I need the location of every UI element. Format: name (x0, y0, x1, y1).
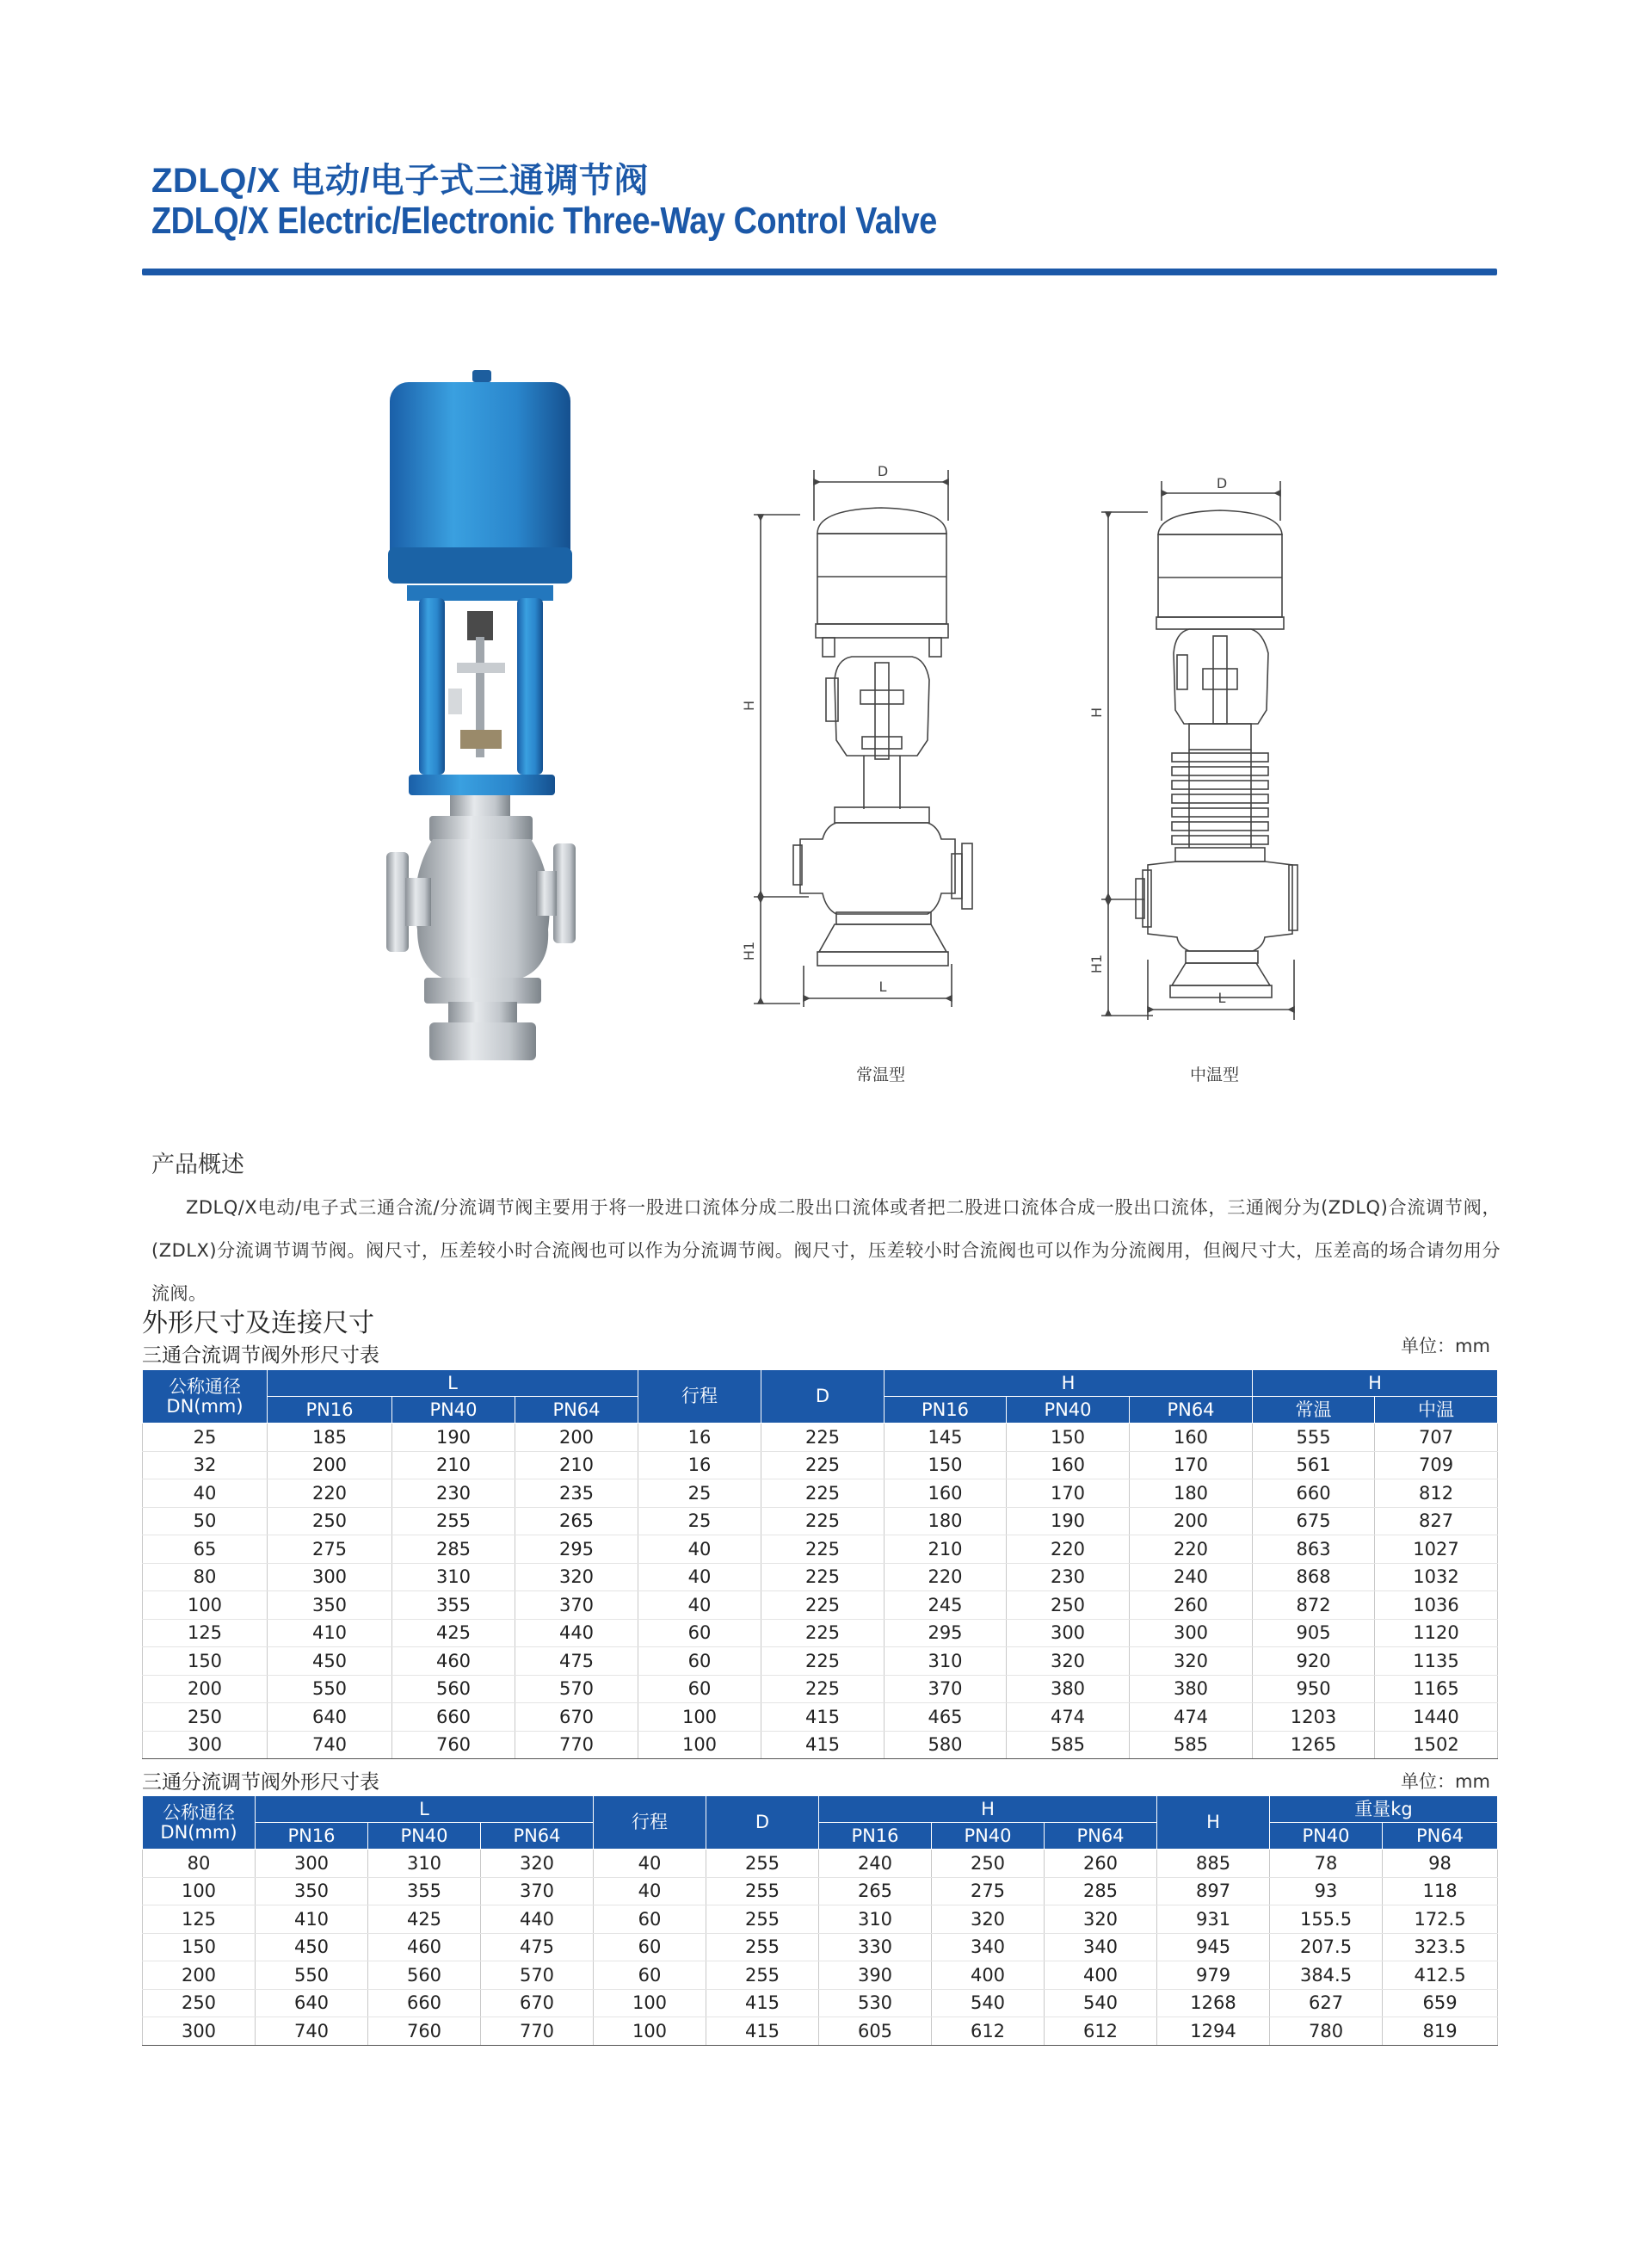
table-cell: 220 (268, 1479, 392, 1508)
table-cell: 812 (1375, 1479, 1498, 1508)
table-cell: 255 (706, 1905, 819, 1934)
table-cell: 425 (368, 1905, 481, 1934)
table-cell: 1203 (1253, 1703, 1375, 1732)
normal-temp-drawing (740, 456, 998, 1041)
table-cell: 675 (1253, 1507, 1375, 1535)
table2-caption: 三通分流调节阀外形尺寸表 (142, 1771, 379, 1794)
table-cell: 770 (481, 2017, 594, 2046)
dim-d-label: D (877, 463, 889, 479)
table-cell: 275 (932, 1877, 1045, 1905)
table-cell: 250 (268, 1507, 392, 1535)
table-cell: 872 (1253, 1591, 1375, 1620)
table-cell: 885 (1157, 1850, 1270, 1878)
dim-d-label-2: D (1216, 475, 1228, 491)
table-cell: 670 (481, 1989, 594, 2017)
table-cell: 760 (392, 1731, 515, 1759)
table-cell: 1268 (1157, 1989, 1270, 2017)
col2-h: H (819, 1796, 1157, 1823)
table-cell: 340 (1045, 1933, 1157, 1961)
table-cell: 585 (1007, 1731, 1130, 1759)
overview-heading: 产品概述 (151, 1152, 244, 1178)
table-cell: 660 (368, 1989, 481, 2017)
table-cell: 707 (1375, 1424, 1498, 1452)
table-cell: 170 (1007, 1479, 1130, 1508)
table-cell: 240 (1130, 1563, 1253, 1591)
table-cell: 25 (143, 1424, 268, 1452)
table-cell: 225 (761, 1591, 885, 1620)
table-cell: 225 (761, 1479, 885, 1508)
title-chinese: ZDLQ/X 电动/电子式三通调节阀 (151, 162, 649, 200)
table-cell: 320 (1045, 1905, 1157, 1934)
table-cell: 465 (885, 1703, 1007, 1732)
table-cell: 474 (1130, 1703, 1253, 1732)
table-cell: 425 (392, 1619, 515, 1647)
table-cell: 920 (1253, 1647, 1375, 1676)
table-cell: 250 (1007, 1591, 1130, 1620)
table-cell: 255 (706, 1850, 819, 1878)
table-cell: 863 (1253, 1535, 1375, 1564)
table-cell: 1165 (1375, 1675, 1498, 1703)
table-cell: 1440 (1375, 1703, 1498, 1732)
table-cell: 570 (481, 1961, 594, 1990)
table-cell: 475 (515, 1647, 638, 1676)
table-cell: 460 (392, 1647, 515, 1676)
table-cell: 580 (885, 1731, 1007, 1759)
table-cell: 225 (761, 1619, 885, 1647)
table-cell: 100 (638, 1703, 761, 1732)
title-underline (142, 269, 1497, 275)
table-cell: 93 (1270, 1877, 1383, 1905)
table-cell: 670 (515, 1703, 638, 1732)
table-cell: 200 (143, 1675, 268, 1703)
table-cell: 320 (1130, 1647, 1253, 1676)
table-cell: 660 (1253, 1479, 1375, 1508)
col-h-pn64: PN64 (1130, 1397, 1253, 1424)
table-cell: 310 (368, 1850, 481, 1878)
table-cell: 160 (885, 1479, 1007, 1508)
table-cell: 384.5 (1270, 1961, 1383, 1990)
table-cell: 415 (706, 2017, 819, 2046)
col2-weight-pn40: PN40 (1270, 1823, 1383, 1850)
table-row (143, 1933, 1498, 1961)
col-l-pn40: PN40 (392, 1397, 515, 1424)
table-cell: 210 (515, 1451, 638, 1479)
table-cell: 400 (932, 1961, 1045, 1990)
dim-l-label: L (878, 979, 887, 995)
table-cell: 819 (1383, 2017, 1498, 2046)
table-cell: 585 (1130, 1731, 1253, 1759)
table-cell: 255 (706, 1933, 819, 1961)
table-cell: 310 (885, 1647, 1007, 1676)
table-cell: 230 (1007, 1563, 1130, 1591)
table-cell: 220 (1007, 1535, 1130, 1564)
table-row (143, 1905, 1498, 1934)
table-cell: 210 (392, 1451, 515, 1479)
table-row (143, 1451, 1498, 1479)
table-cell: 250 (143, 1989, 256, 2017)
table-cell: 1032 (1375, 1563, 1498, 1591)
col2-weight: 重量kg (1270, 1796, 1498, 1823)
col-l-pn64: PN64 (515, 1397, 638, 1424)
table-cell: 40 (143, 1479, 268, 1508)
table-cell: 415 (761, 1731, 885, 1759)
table-cell: 310 (819, 1905, 932, 1934)
table2-unit: 单位：mm (1401, 1771, 1490, 1792)
caption-medium-temp: 中温型 (1190, 1065, 1240, 1084)
table-cell: 255 (392, 1507, 515, 1535)
table-cell: 225 (761, 1507, 885, 1535)
table-cell: 265 (819, 1877, 932, 1905)
table-cell: 220 (885, 1563, 1007, 1591)
table1-caption: 三通合流调节阀外形尺寸表 (142, 1344, 379, 1367)
table-cell: 412.5 (1383, 1961, 1498, 1990)
table-cell: 450 (256, 1933, 368, 1961)
table-cell: 190 (392, 1424, 515, 1452)
table-cell: 50 (143, 1507, 268, 1535)
table-cell: 65 (143, 1535, 268, 1564)
table-cell: 300 (1007, 1619, 1130, 1647)
table-cell: 225 (761, 1535, 885, 1564)
table-cell: 540 (1045, 1989, 1157, 2017)
table-row (143, 1989, 1498, 2017)
table-cell: 250 (143, 1703, 268, 1732)
table-cell: 285 (1045, 1877, 1157, 1905)
col2-l-pn64: PN64 (481, 1823, 594, 1850)
table-cell: 125 (143, 1905, 256, 1934)
table-row (143, 1850, 1498, 1878)
table-cell: 380 (1007, 1675, 1130, 1703)
table-cell: 60 (638, 1619, 761, 1647)
col-dn: 公称通径 DN(mm) (143, 1370, 268, 1424)
table-cell: 100 (143, 1877, 256, 1905)
table-cell: 300 (1130, 1619, 1253, 1647)
table-cell: 60 (594, 1933, 706, 1961)
table-cell: 400 (1045, 1961, 1157, 1990)
col2-l-pn16: PN16 (256, 1823, 368, 1850)
table-cell: 627 (1270, 1989, 1383, 2017)
table-row (143, 1703, 1498, 1732)
table-cell: 415 (761, 1703, 885, 1732)
table-cell: 410 (256, 1905, 368, 1934)
table-cell: 370 (885, 1675, 1007, 1703)
table-cell: 709 (1375, 1451, 1498, 1479)
table-cell: 770 (515, 1731, 638, 1759)
col-l: L (268, 1370, 638, 1397)
table-cell: 25 (638, 1507, 761, 1535)
table-cell: 295 (885, 1619, 1007, 1647)
table-cell: 200 (1130, 1507, 1253, 1535)
table-cell: 220 (1130, 1535, 1253, 1564)
col2-stroke: 行程 (594, 1796, 706, 1850)
table-cell: 380 (1130, 1675, 1253, 1703)
table-cell: 260 (1045, 1850, 1157, 1878)
table-cell: 60 (638, 1675, 761, 1703)
table-cell: 897 (1157, 1877, 1270, 1905)
table-cell: 16 (638, 1424, 761, 1452)
col2-d: D (706, 1796, 819, 1850)
table-cell: 460 (368, 1933, 481, 1961)
table-cell: 40 (638, 1563, 761, 1591)
valve-photo (383, 344, 589, 1067)
table-cell: 555 (1253, 1424, 1375, 1452)
title-english: ZDLQ/X Electric/Electronic Three-Way Control Valve (151, 200, 937, 242)
table-cell: 868 (1253, 1563, 1375, 1591)
table-cell: 1135 (1375, 1647, 1498, 1676)
table-row (143, 1877, 1498, 1905)
caption-normal-temp: 常温型 (856, 1065, 906, 1084)
merge-valve-dimension-table (142, 1369, 1498, 1759)
table-cell: 390 (819, 1961, 932, 1990)
table-cell: 945 (1157, 1933, 1270, 1961)
table-cell: 150 (885, 1451, 1007, 1479)
table-cell: 1120 (1375, 1619, 1498, 1647)
table-cell: 200 (515, 1424, 638, 1452)
table-cell: 230 (392, 1479, 515, 1508)
table-cell: 320 (1007, 1647, 1130, 1676)
table-cell: 1265 (1253, 1731, 1375, 1759)
table-row (143, 1961, 1498, 1990)
table-cell: 931 (1157, 1905, 1270, 1934)
table-row (143, 1647, 1498, 1676)
table-cell: 979 (1157, 1961, 1270, 1990)
table-cell: 100 (638, 1731, 761, 1759)
table-cell: 180 (1130, 1479, 1253, 1508)
table-cell: 235 (515, 1479, 638, 1508)
table-cell: 740 (256, 2017, 368, 2046)
table-cell: 160 (1007, 1451, 1130, 1479)
col-h-pn16: PN16 (885, 1397, 1007, 1424)
col-normal-temp: 常温 (1253, 1397, 1375, 1424)
table-row (143, 1507, 1498, 1535)
table-cell: 780 (1270, 2017, 1383, 2046)
table-cell: 640 (268, 1703, 392, 1732)
table-cell: 40 (594, 1850, 706, 1878)
table-cell: 190 (1007, 1507, 1130, 1535)
table-cell: 60 (594, 1961, 706, 1990)
table-cell: 295 (515, 1535, 638, 1564)
table-cell: 475 (481, 1933, 594, 1961)
table-cell: 225 (761, 1675, 885, 1703)
table-cell: 560 (368, 1961, 481, 1990)
col-h: H (885, 1370, 1253, 1397)
table-cell: 300 (268, 1563, 392, 1591)
table-row (143, 1424, 1498, 1452)
table-cell: 1502 (1375, 1731, 1498, 1759)
table-cell: 605 (819, 2017, 932, 2046)
col2-l-pn40: PN40 (368, 1823, 481, 1850)
table-cell: 25 (638, 1479, 761, 1508)
table-cell: 474 (1007, 1703, 1130, 1732)
table-cell: 100 (594, 1989, 706, 2017)
table-cell: 320 (515, 1563, 638, 1591)
table-cell: 40 (638, 1535, 761, 1564)
table-cell: 150 (143, 1933, 256, 1961)
table-cell: 410 (268, 1619, 392, 1647)
table-cell: 200 (268, 1451, 392, 1479)
table-cell: 150 (1007, 1424, 1130, 1452)
table-cell: 210 (885, 1535, 1007, 1564)
table-cell: 440 (515, 1619, 638, 1647)
table-cell: 560 (392, 1675, 515, 1703)
table-cell: 40 (638, 1591, 761, 1620)
table1-unit: 单位：mm (1401, 1336, 1490, 1356)
col-h-total: H (1253, 1370, 1498, 1397)
table-cell: 550 (268, 1675, 392, 1703)
table-cell: 320 (481, 1850, 594, 1878)
table-cell: 155.5 (1270, 1905, 1383, 1934)
table-cell: 415 (706, 1989, 819, 2017)
table-cell: 561 (1253, 1451, 1375, 1479)
table-cell: 740 (268, 1731, 392, 1759)
table1-body (143, 1424, 1498, 1759)
table-cell: 225 (761, 1424, 885, 1452)
table-cell: 640 (256, 1989, 368, 2017)
table-cell: 827 (1375, 1507, 1498, 1535)
table-cell: 323.5 (1383, 1933, 1498, 1961)
table-cell: 78 (1270, 1850, 1383, 1878)
dim-h-label: H (741, 700, 757, 712)
table-cell: 1294 (1157, 2017, 1270, 2046)
col2-l: L (256, 1796, 594, 1823)
col-stroke: 行程 (638, 1370, 761, 1424)
table-cell: 440 (481, 1905, 594, 1934)
table-cell: 355 (392, 1591, 515, 1620)
table-cell: 570 (515, 1675, 638, 1703)
table-row (143, 1591, 1498, 1620)
table-cell: 530 (819, 1989, 932, 2017)
table-cell: 170 (1130, 1451, 1253, 1479)
table2-body (143, 1850, 1498, 2046)
table-cell: 245 (885, 1591, 1007, 1620)
col-medium-temp: 中温 (1375, 1397, 1498, 1424)
split-valve-dimension-table (142, 1795, 1498, 2046)
table-cell: 80 (143, 1850, 256, 1878)
table-cell: 100 (143, 1591, 268, 1620)
col-l-pn16: PN16 (268, 1397, 392, 1424)
table-cell: 370 (481, 1877, 594, 1905)
table-cell: 905 (1253, 1619, 1375, 1647)
dim-h-label-2: H (1088, 707, 1105, 719)
col2-h-pn16: PN16 (819, 1823, 932, 1850)
dim-h1-label-2: H1 (1088, 954, 1105, 974)
table-cell: 300 (143, 2017, 256, 2046)
table-cell: 260 (1130, 1591, 1253, 1620)
table-cell: 80 (143, 1563, 268, 1591)
table-cell: 550 (256, 1961, 368, 1990)
table-cell: 180 (885, 1507, 1007, 1535)
table-cell: 265 (515, 1507, 638, 1535)
table-cell: 1027 (1375, 1535, 1498, 1564)
table-cell: 125 (143, 1619, 268, 1647)
table-cell: 60 (638, 1647, 761, 1676)
table-row (143, 1619, 1498, 1647)
table-cell: 660 (392, 1703, 515, 1732)
table-cell: 1036 (1375, 1591, 1498, 1620)
table-cell: 300 (256, 1850, 368, 1878)
table-cell: 950 (1253, 1675, 1375, 1703)
dimensions-heading: 外形尺寸及连接尺寸 (142, 1308, 374, 1338)
table-cell: 330 (819, 1933, 932, 1961)
table-cell: 100 (594, 2017, 706, 2046)
table-cell: 172.5 (1383, 1905, 1498, 1934)
medium-temp-drawing (1088, 469, 1316, 1054)
table-cell: 40 (594, 1877, 706, 1905)
table-cell: 659 (1383, 1989, 1498, 2017)
table-cell: 540 (932, 1989, 1045, 2017)
col-h-pn40: PN40 (1007, 1397, 1130, 1424)
table-cell: 60 (594, 1905, 706, 1934)
table-cell: 320 (932, 1905, 1045, 1934)
table-cell: 612 (932, 2017, 1045, 2046)
table-cell: 255 (706, 1877, 819, 1905)
table-cell: 225 (761, 1563, 885, 1591)
table-cell: 225 (761, 1647, 885, 1676)
table-cell: 16 (638, 1451, 761, 1479)
table-row (143, 2017, 1498, 2046)
table-cell: 255 (706, 1961, 819, 1990)
table-cell: 285 (392, 1535, 515, 1564)
table-row (143, 1535, 1498, 1564)
table-cell: 118 (1383, 1877, 1498, 1905)
overview-paragraph: ZDLQ/X电动/电子式三通合流/分流调节阀主要用于将一股进口流体分成二股出口流体或者把二股进口流体合成一股出口流体，三通阀分为(ZDLQ)合流调节阀，(ZDLX)分流调节调节阀。阀尺寸，压差较小时合流阀也可以作为分流调节阀。阀尺寸，压差较小时合流阀也可以作为分流阀用，但阀尺寸大，压差高的场合请勿用分流阀。 (151, 1197, 1501, 1304)
table-cell: 275 (268, 1535, 392, 1564)
table-cell: 240 (819, 1850, 932, 1878)
col2-dn: 公称通径 DN(mm) (143, 1796, 256, 1850)
table-cell: 150 (143, 1647, 268, 1676)
dim-l-label-2: L (1217, 990, 1226, 1006)
table-cell: 145 (885, 1424, 1007, 1452)
col2-h-pn64: PN64 (1045, 1823, 1157, 1850)
table-cell: 225 (761, 1451, 885, 1479)
table-cell: 355 (368, 1877, 481, 1905)
table-cell: 612 (1045, 2017, 1157, 2046)
table-cell: 32 (143, 1451, 268, 1479)
col2-h-total: H (1157, 1796, 1270, 1850)
table-row (143, 1479, 1498, 1508)
table-cell: 200 (143, 1961, 256, 1990)
table-cell: 250 (932, 1850, 1045, 1878)
table-cell: 370 (515, 1591, 638, 1620)
col2-h-pn40: PN40 (932, 1823, 1045, 1850)
table-row (143, 1731, 1498, 1759)
col-d: D (761, 1370, 885, 1424)
col2-weight-pn64: PN64 (1383, 1823, 1498, 1850)
dim-h1-label: H1 (741, 941, 757, 961)
table-cell: 760 (368, 2017, 481, 2046)
table-cell: 340 (932, 1933, 1045, 1961)
table-row (143, 1563, 1498, 1591)
table-cell: 98 (1383, 1850, 1498, 1878)
table-cell: 300 (143, 1731, 268, 1759)
table-cell: 185 (268, 1424, 392, 1452)
table-row (143, 1675, 1498, 1703)
table-cell: 350 (256, 1877, 368, 1905)
table-cell: 310 (392, 1563, 515, 1591)
table-cell: 160 (1130, 1424, 1253, 1452)
table-cell: 450 (268, 1647, 392, 1676)
table-cell: 207.5 (1270, 1933, 1383, 1961)
table-cell: 350 (268, 1591, 392, 1620)
